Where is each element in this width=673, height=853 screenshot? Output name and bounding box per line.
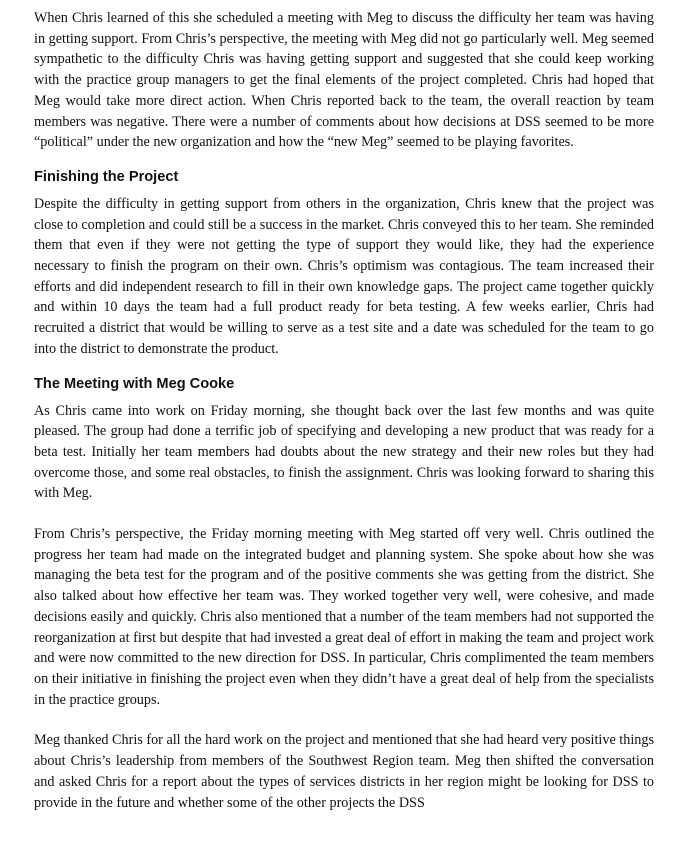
heading-meeting-with-meg-cooke: The Meeting with Meg Cooke <box>34 375 235 392</box>
heading-finishing-the-project: Finishing the Project <box>34 168 179 185</box>
paragraph-meeting-progress: From Chris’s perspective, the Friday morning meeting with Meg started off very well. Chris outlined the progress her team had made on the integrated budget and planning system. She spoke about how she was managing the beta test for the program and of the positive comments she was getting from the district. She also talked about how effective her team was. They worked together very well, were cohesive, and made decisions easily and quickly. Chris also mentioned that a number of the team members had not supported the reorganization at first but despite that had invested a great deal of effort in making the team and project work and were now committed to the new direction for DSS. In particular, Chris complimented the team members on their initiative in finishing the project even when they didn’t have a great deal of help from the specialists in the practice groups. <box>34 526 654 708</box>
paragraph-finishing-project: Despite the difficulty in getting support from others in the organization, Chris knew that the project was close to completion and could still be a success in the market. Chris conveyed this to her team. She reminded them that even if they were not getting the type of support they would like, they had the experience necessary to finish the program on their own. Chris’s optimism was contagious. The team increased their efforts and did independent research to fill in their own knowledge gaps. The project came together quickly and within 10 days the team had a full product ready for beta testing. A few weeks earlier, Chris had recruited a district that would be willing to serve as a test site and a date was scheduled for the team to go into the district to demonstrate the product. <box>34 195 654 357</box>
paragraph-meeting-outcome: When Chris learned of this she scheduled a meeting with Meg to discuss the difficulty her team was having in getting support. From Chris’s perspective, the meeting with Meg did not go particularly well. Meg seemed sympathetic to the difficulty Chris was having getting support and suggested that she could keep working with the practice group managers to get the final elements of the project completed. Chris had hoped that Meg would take more direct action. When Chris reported back to the team, the overall reaction by team members was negative. There were a number of comments about how decisions at DSS seemed to be more “political” under the new organization and how the “new Meg” seemed to be playing favorites. <box>34 10 654 151</box>
paragraph-friday-morning: As Chris came into work on Friday morning, she thought back over the last few months and was quite pleased. The group had done a terrific job of specifying and developing a new product that was ready for a beta test. Initially her team members had doubts about the new strategy and their new roles but they had overcome those, and some real obstacles, to finish the assignment. Chris was looking forward to sharing this with Meg. <box>34 402 654 502</box>
document-page <box>34 8 654 813</box>
paragraph-meg-response: Meg thanked Chris for all the hard work on the project and mentioned that she had heard very positive things about Chris’s leadership from members of the Southwest Region team. Meg then shifted the conversation and asked Chris for a report about the types of services districts in her region might be looking for DSS to provide in the future and whether some of the other projects the DSS <box>34 732 654 811</box>
